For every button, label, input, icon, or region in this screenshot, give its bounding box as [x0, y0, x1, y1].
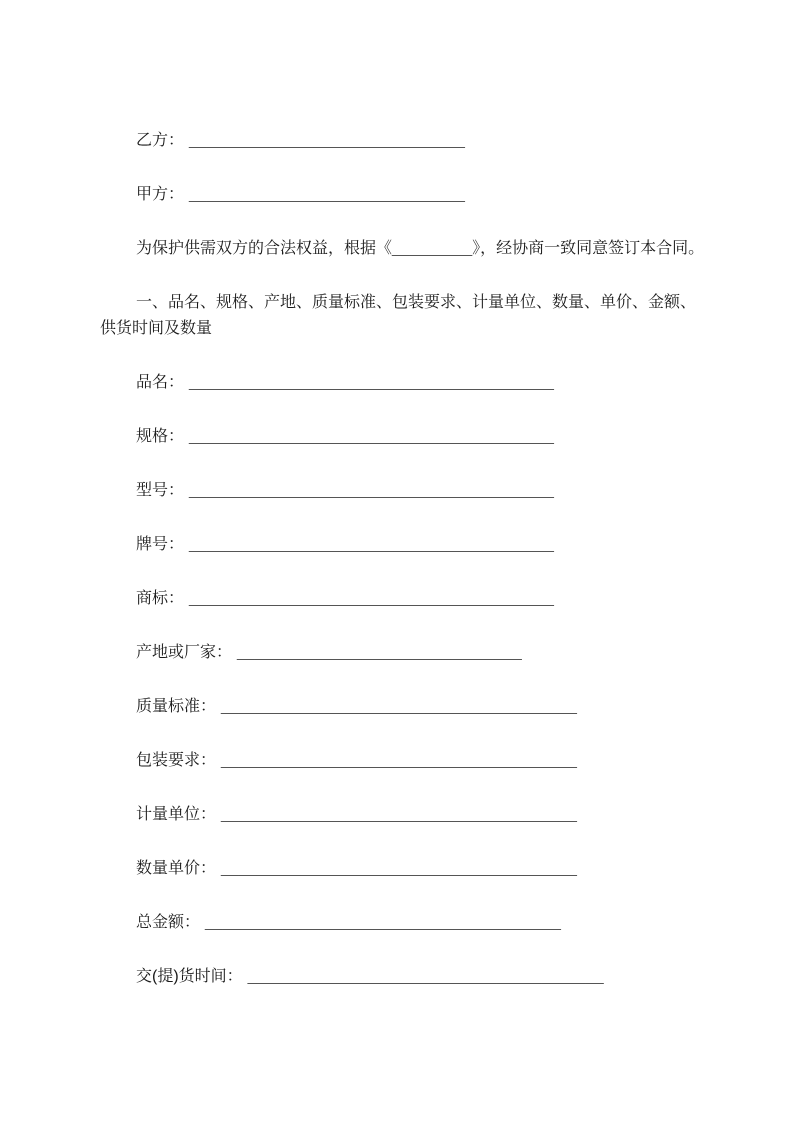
- section-heading-line2: 供货时间及数量: [100, 320, 213, 337]
- field-label: 规格：: [136, 428, 185, 445]
- intro-text-before: 为保护供需双方的合法权益，根据《: [136, 240, 393, 257]
- field-label: 品名：: [136, 374, 185, 391]
- field-blank-line[interactable]: _________________________________________: [189, 590, 554, 607]
- party-b-blank-line[interactable]: _______________________________: [189, 132, 465, 149]
- field-label: 牌号：: [136, 536, 185, 553]
- field-blank-line[interactable]: _________________________________________: [189, 536, 554, 553]
- party-a-label: 甲方：: [136, 186, 185, 203]
- field-blank-line[interactable]: ________________________________________: [247, 968, 604, 985]
- field-label: 计量单位：: [136, 806, 217, 823]
- field-label: 商标：: [136, 590, 185, 607]
- field-row-xinghao: [100, 478, 733, 504]
- field-row-paihao: [100, 532, 733, 558]
- section-heading-line1: 一、品名、规格、产地、质量标准、包装要求、计量单位、数量、单价、金额、: [136, 294, 697, 311]
- field-row-zhiliangbiaozhun: [100, 694, 733, 720]
- field-blank-line[interactable]: ________________________________________: [221, 698, 577, 715]
- field-label: 型号：: [136, 482, 185, 499]
- field-blank-line[interactable]: _________________________________________: [189, 428, 554, 445]
- intro-text-after: 》，经协商一致同意签订本合同。: [472, 240, 705, 257]
- field-row-jiaohuoshijian: [100, 964, 733, 990]
- field-blank-line[interactable]: ________________________________________: [221, 860, 577, 877]
- field-row-shangbiao: [100, 586, 733, 612]
- section-heading: [100, 290, 733, 342]
- field-row-guige: [100, 424, 733, 450]
- field-label: 交(提)货时间：: [136, 968, 243, 985]
- field-label: 产地或厂家：: [136, 644, 233, 661]
- intro-paragraph: [100, 236, 733, 262]
- field-row-pinming: [100, 370, 733, 396]
- party-a-row: [100, 182, 733, 208]
- field-label: 质量标准：: [136, 698, 217, 715]
- field-row-jiliangdanwei: [100, 802, 733, 828]
- field-row-chandi: [100, 640, 733, 666]
- intro-blank-line[interactable]: _________: [392, 240, 473, 257]
- field-blank-line[interactable]: ________________________________________: [205, 914, 561, 931]
- field-label: 数量单价：: [136, 860, 217, 877]
- field-blank-line[interactable]: ________________________________________: [221, 806, 577, 823]
- field-blank-line[interactable]: _________________________________________: [189, 482, 554, 499]
- field-blank-line[interactable]: _________________________________________: [189, 374, 554, 391]
- field-label: 总金额：: [136, 914, 201, 931]
- field-row-shuliangdanjia: [100, 856, 733, 882]
- field-blank-line[interactable]: ________________________________: [237, 644, 522, 661]
- party-b-label: 乙方：: [136, 132, 185, 149]
- field-row-zongjine: [100, 910, 733, 936]
- field-blank-line[interactable]: ________________________________________: [221, 752, 577, 769]
- field-label: 包装要求：: [136, 752, 217, 769]
- field-row-baozhuangyaoqiu: [100, 748, 733, 774]
- party-a-blank-line[interactable]: _______________________________: [189, 186, 465, 203]
- party-b-row: [100, 128, 733, 154]
